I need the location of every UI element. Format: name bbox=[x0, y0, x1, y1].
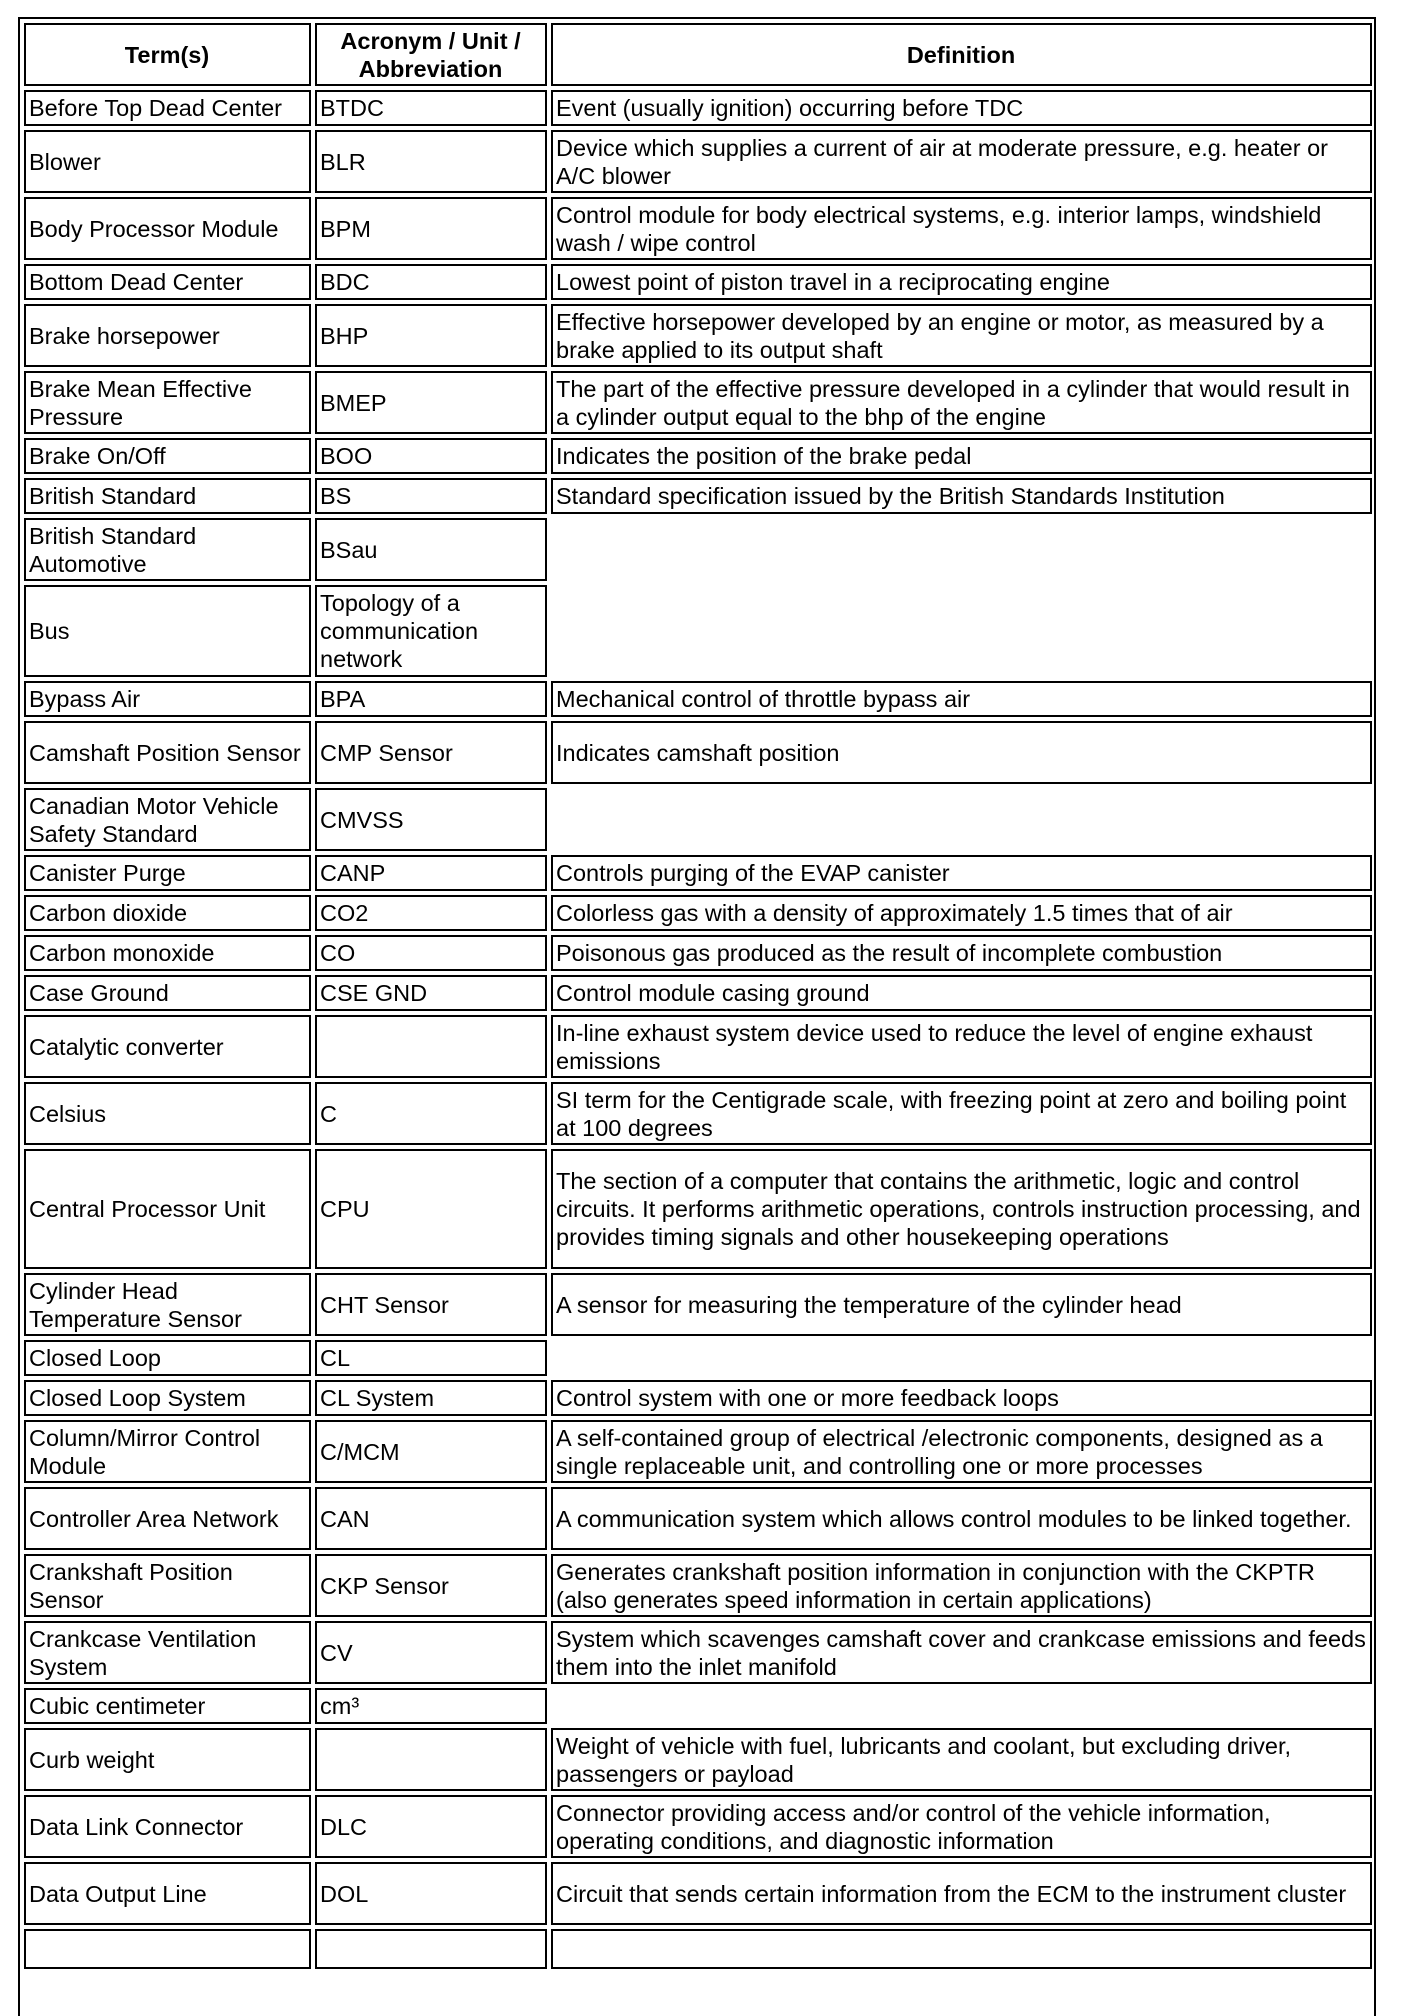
term-cell: British Standard Automotive bbox=[24, 518, 311, 581]
term-cell: Brake Mean Effective Pressure bbox=[24, 371, 311, 434]
acronym-cell: CHT Sensor bbox=[315, 1273, 547, 1336]
acronym-cell: BOO bbox=[315, 438, 547, 474]
definition-cell: Lowest point of piston travel in a reciprocating engine bbox=[551, 264, 1372, 300]
term-cell: Central Processor Unit bbox=[24, 1149, 311, 1269]
definition-cell: In-line exhaust system device used to reduce the level of engine exhaust emissions bbox=[551, 1015, 1372, 1078]
table-row bbox=[24, 855, 1372, 891]
term-cell: Crankcase Ventilation System bbox=[24, 1621, 311, 1684]
table-row bbox=[24, 1795, 1372, 1858]
acronym-cell: CKP Sensor bbox=[315, 1554, 547, 1617]
term-cell: Data Output Line bbox=[24, 1862, 311, 1925]
term-cell: Catalytic converter bbox=[24, 1015, 311, 1078]
term-cell: Closed Loop System bbox=[24, 1380, 311, 1416]
term-cell: Bottom Dead Center bbox=[24, 264, 311, 300]
header-definition: Definition bbox=[551, 23, 1372, 86]
definition-cell: Standard specification issued by the British Standards Institution bbox=[551, 478, 1372, 514]
term-cell: Controller Area Network bbox=[24, 1487, 311, 1550]
table-row bbox=[24, 518, 1372, 581]
table-row bbox=[24, 438, 1372, 474]
definition-cell: Effective horsepower developed by an engine or motor, as measured by a brake applied to its output shaft bbox=[551, 304, 1372, 367]
term-cell: Curb weight bbox=[24, 1728, 311, 1791]
table-row bbox=[24, 935, 1372, 971]
term-cell: Carbon dioxide bbox=[24, 895, 311, 931]
term-cell: Body Processor Module bbox=[24, 197, 311, 260]
acronym-cell: BS bbox=[315, 478, 547, 514]
acronym-cell: BTDC bbox=[315, 90, 547, 126]
table-row bbox=[24, 1340, 1372, 1376]
acronym-cell: CL bbox=[315, 1340, 547, 1376]
acronym-cell: CL System bbox=[315, 1380, 547, 1416]
definition-cell: A communication system which allows control modules to be linked together. bbox=[551, 1487, 1372, 1550]
definition-cell: Indicates the position of the brake pedal bbox=[551, 438, 1372, 474]
acronym-cell: BPM bbox=[315, 197, 547, 260]
definition-cell: Device which supplies a current of air at moderate pressure, e.g. heater or A/C blower bbox=[551, 130, 1372, 193]
table-row bbox=[24, 788, 1372, 851]
definition-cell: Controls purging of the EVAP canister bbox=[551, 855, 1372, 891]
acronym-cell: BLR bbox=[315, 130, 547, 193]
header-acronym: Acronym / Unit / Abbreviation bbox=[315, 23, 547, 86]
acronym-cell: C/MCM bbox=[315, 1420, 547, 1483]
term-cell: Canadian Motor Vehicle Safety Standard bbox=[24, 788, 311, 851]
acronym-cell: cm³ bbox=[315, 1688, 547, 1724]
acronym-cell: CANP bbox=[315, 855, 547, 891]
acronym-cell: BHP bbox=[315, 304, 547, 367]
definition-cell: The part of the effective pressure developed in a cylinder that would result in a cylinder output equal to the bhp of the engine bbox=[551, 371, 1372, 434]
acronym-cell bbox=[315, 1728, 547, 1791]
acronym-cell: CMVSS bbox=[315, 788, 547, 851]
definition-cell: Poisonous gas produced as the result of incomplete combustion bbox=[551, 935, 1372, 971]
definition-cell: Colorless gas with a density of approximately 1.5 times that of air bbox=[551, 895, 1372, 931]
term-cell: Cylinder Head Temperature Sensor bbox=[24, 1273, 311, 1336]
term-cell: Data Link Connector bbox=[24, 1795, 311, 1858]
table-row-partial bbox=[24, 1929, 1372, 1969]
acronym-cell: CMP Sensor bbox=[315, 721, 547, 784]
term-cell: Blower bbox=[24, 130, 311, 193]
acronym-cell: CO2 bbox=[315, 895, 547, 931]
table-body bbox=[24, 90, 1372, 1969]
acronym-cell: CPU bbox=[315, 1149, 547, 1269]
definition-cell: Indicates camshaft position bbox=[551, 721, 1372, 784]
definition-cell bbox=[551, 518, 1372, 581]
term-cell: Brake horsepower bbox=[24, 304, 311, 367]
acronym-cell: CV bbox=[315, 1621, 547, 1684]
term-cell: Before Top Dead Center bbox=[24, 90, 311, 126]
table-header-row bbox=[24, 23, 1372, 86]
table-row bbox=[24, 304, 1372, 367]
definition-cell: Control system with one or more feedback loops bbox=[551, 1380, 1372, 1416]
term-cell: Case Ground bbox=[24, 975, 311, 1011]
glossary-table bbox=[20, 19, 1376, 1973]
acronym-cell: BPA bbox=[315, 681, 547, 717]
table-row bbox=[24, 1082, 1372, 1145]
term-cell: Bypass Air bbox=[24, 681, 311, 717]
glossary-page bbox=[18, 17, 1376, 2016]
definition-cell: Control module for body electrical systems, e.g. interior lamps, windshield wash / wipe control bbox=[551, 197, 1372, 260]
definition-cell: Event (usually ignition) occurring before TDC bbox=[551, 90, 1372, 126]
table-row bbox=[24, 264, 1372, 300]
definition-cell: The section of a computer that contains the arithmetic, logic and control circuits. It performs arithmetic operations, controls instruction processing, and provides timing signals and other housekeeping operations bbox=[551, 1149, 1372, 1269]
term-cell: Carbon monoxide bbox=[24, 935, 311, 971]
table-row bbox=[24, 721, 1372, 784]
partial-cell bbox=[24, 1929, 311, 1969]
definition-cell bbox=[551, 1340, 1372, 1376]
term-cell: Closed Loop bbox=[24, 1340, 311, 1376]
table-row bbox=[24, 90, 1372, 126]
table-row bbox=[24, 1487, 1372, 1550]
table-row bbox=[24, 585, 1372, 677]
acronym-cell: BDC bbox=[315, 264, 547, 300]
table-row bbox=[24, 1688, 1372, 1724]
term-cell: Camshaft Position Sensor bbox=[24, 721, 311, 784]
table-row bbox=[24, 197, 1372, 260]
definition-cell: Circuit that sends certain information from the ECM to the instrument cluster bbox=[551, 1862, 1372, 1925]
header-term: Term(s) bbox=[24, 23, 311, 86]
table-row bbox=[24, 1015, 1372, 1078]
partial-cell bbox=[315, 1929, 547, 1969]
table-row bbox=[24, 1554, 1372, 1617]
table-row bbox=[24, 1862, 1372, 1925]
table-row bbox=[24, 1728, 1372, 1791]
acronym-cell: BMEP bbox=[315, 371, 547, 434]
acronym-cell: CO bbox=[315, 935, 547, 971]
table-row bbox=[24, 895, 1372, 931]
term-cell: Canister Purge bbox=[24, 855, 311, 891]
partial-cell bbox=[551, 1929, 1372, 1969]
table-row bbox=[24, 1621, 1372, 1684]
definition-cell: System which scavenges camshaft cover and crankcase emissions and feeds them into the inlet manifold bbox=[551, 1621, 1372, 1684]
definition-cell: A self-contained group of electrical /electronic components, designed as a single replaceable unit, and controlling one or more processes bbox=[551, 1420, 1372, 1483]
table-row bbox=[24, 478, 1372, 514]
term-cell: Cubic centimeter bbox=[24, 1688, 311, 1724]
term-cell: Brake On/Off bbox=[24, 438, 311, 474]
acronym-cell: C bbox=[315, 1082, 547, 1145]
term-cell: Bus bbox=[24, 585, 311, 677]
table-row bbox=[24, 1149, 1372, 1269]
table-row bbox=[24, 1420, 1372, 1483]
acronym-cell: CSE GND bbox=[315, 975, 547, 1011]
table-row bbox=[24, 1380, 1372, 1416]
acronym-cell: DOL bbox=[315, 1862, 547, 1925]
term-cell: Crankshaft Position Sensor bbox=[24, 1554, 311, 1617]
table-row bbox=[24, 1273, 1372, 1336]
definition-cell: Connector providing access and/or control of the vehicle information, operating conditions, and diagnostic information bbox=[551, 1795, 1372, 1858]
definition-cell bbox=[551, 1688, 1372, 1724]
definition-cell: Generates crankshaft position information in conjunction with the CKPTR (also generates speed information in certain applications) bbox=[551, 1554, 1372, 1617]
definition-cell: Weight of vehicle with fuel, lubricants and coolant, but excluding driver, passengers or payload bbox=[551, 1728, 1372, 1791]
table-row bbox=[24, 371, 1372, 434]
acronym-cell: BSau bbox=[315, 518, 547, 581]
acronym-cell: Topology of a communication network bbox=[315, 585, 547, 677]
table-row bbox=[24, 975, 1372, 1011]
definition-cell bbox=[551, 585, 1372, 677]
acronym-cell: CAN bbox=[315, 1487, 547, 1550]
definition-cell: A sensor for measuring the temperature of the cylinder head bbox=[551, 1273, 1372, 1336]
definition-cell: SI term for the Centigrade scale, with freezing point at zero and boiling point at 100 degrees bbox=[551, 1082, 1372, 1145]
table-row bbox=[24, 681, 1372, 717]
acronym-cell bbox=[315, 1015, 547, 1078]
definition-cell: Control module casing ground bbox=[551, 975, 1372, 1011]
term-cell: Column/Mirror Control Module bbox=[24, 1420, 311, 1483]
table-row bbox=[24, 130, 1372, 193]
acronym-cell: DLC bbox=[315, 1795, 547, 1858]
term-cell: Celsius bbox=[24, 1082, 311, 1145]
definition-cell bbox=[551, 788, 1372, 851]
definition-cell: Mechanical control of throttle bypass air bbox=[551, 681, 1372, 717]
term-cell: British Standard bbox=[24, 478, 311, 514]
